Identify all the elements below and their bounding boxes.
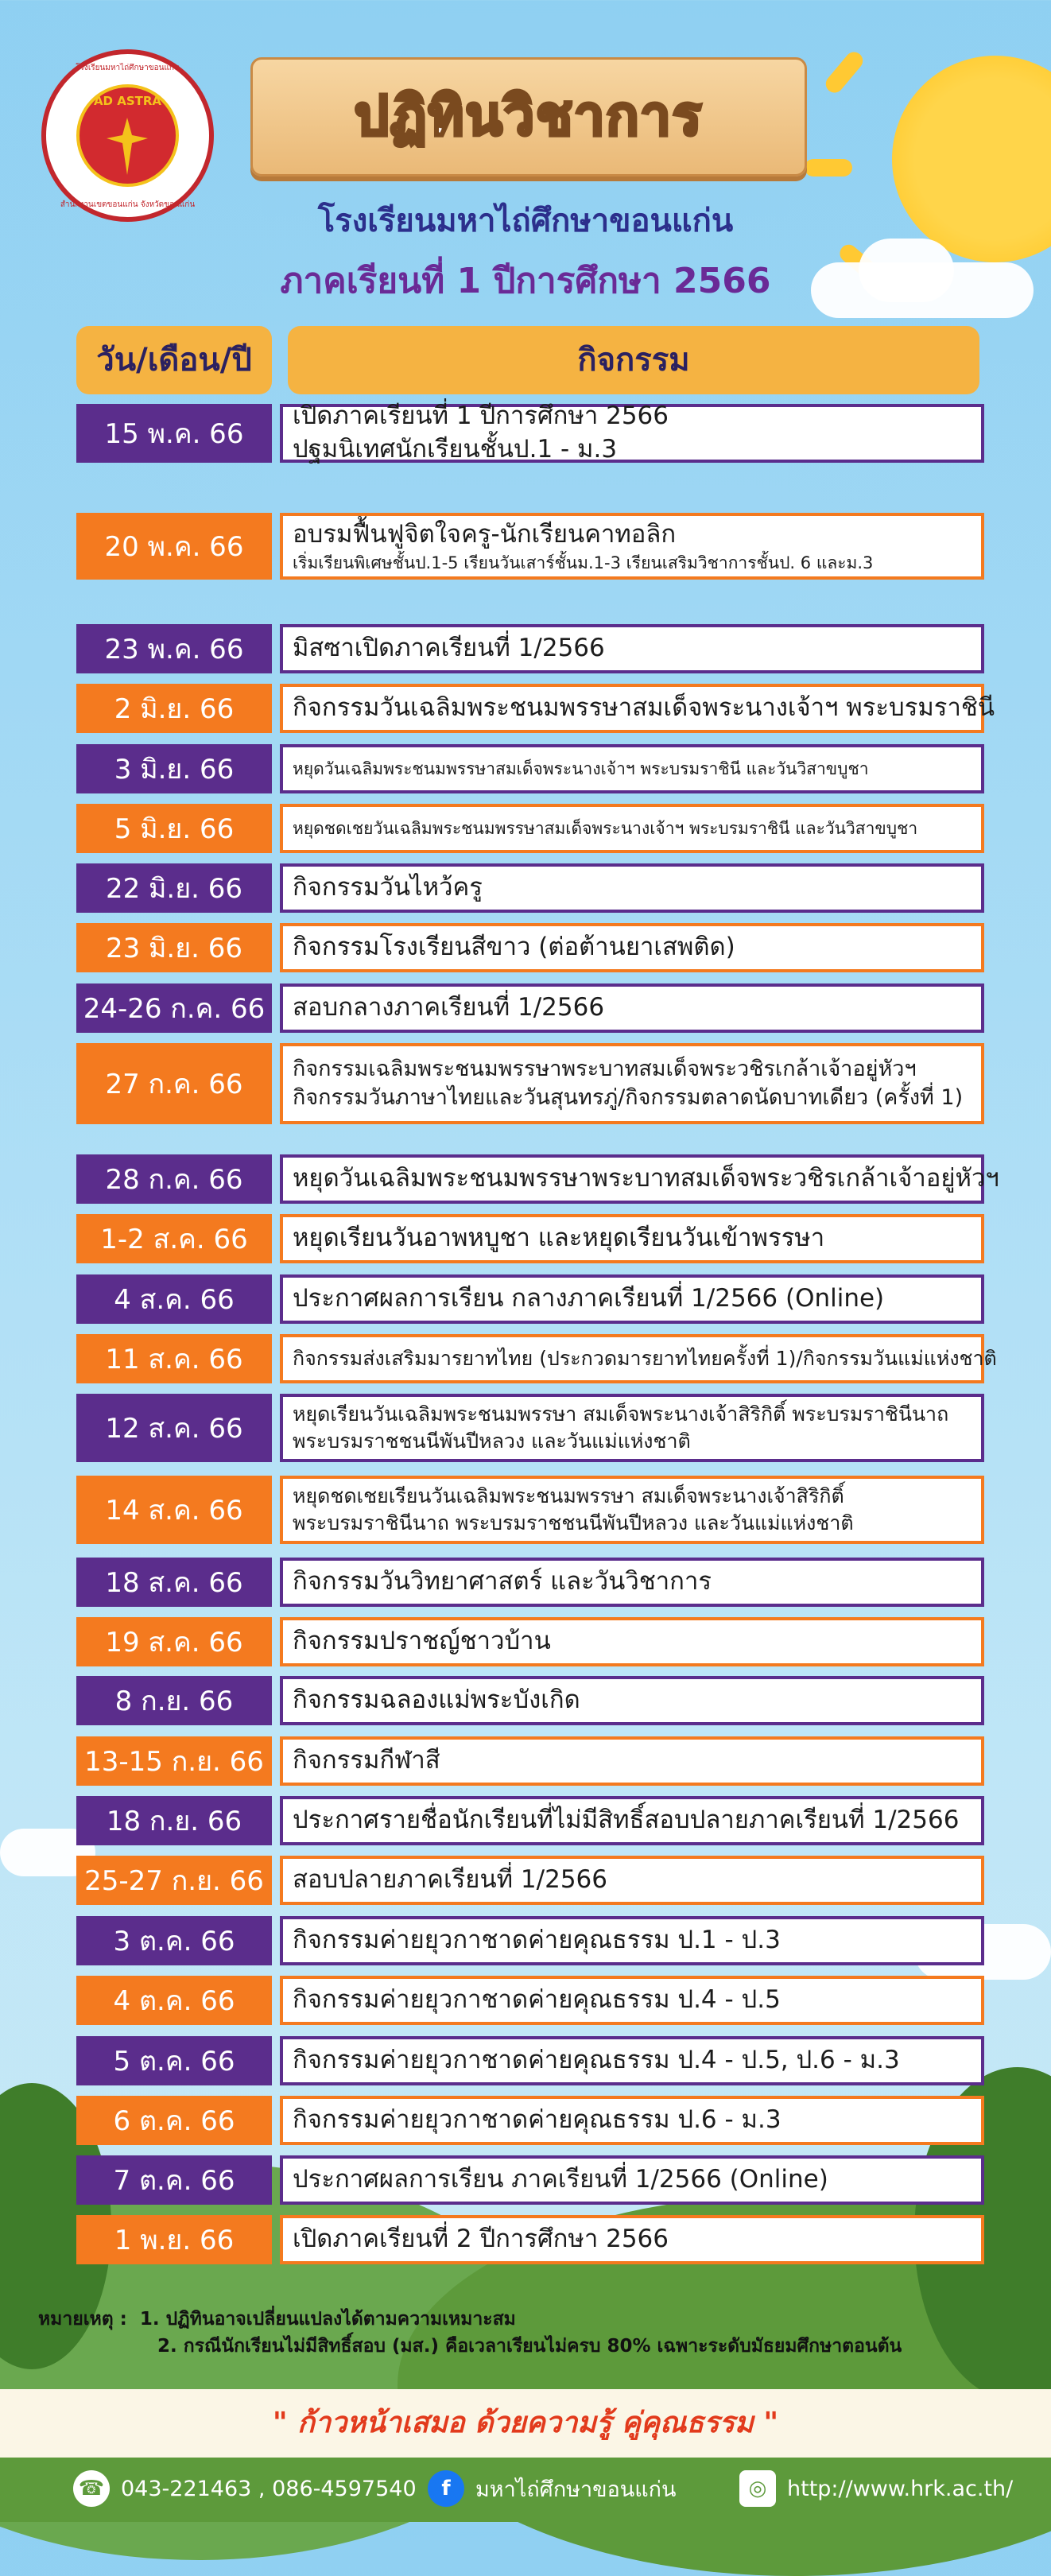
activity-line: กิจกรรมวันเฉลิมพระชนมพรรษาสมเด็จพระนางเจ้าฯ พระบรมราชินี: [293, 693, 995, 723]
footer-facebook[interactable]: [428, 2470, 676, 2507]
activity-line: เปิดภาคเรียนที่ 1 ปีการศึกษา 2566: [293, 402, 669, 431]
table-row: [76, 1476, 984, 1544]
row-date: 14 ส.ค. 66: [76, 1476, 272, 1544]
row-date: 6 ต.ค. 66: [76, 2096, 272, 2145]
row-date: 24-26 ก.ค. 66: [76, 983, 272, 1033]
table-row: [76, 1976, 984, 2025]
row-date: 1-2 ส.ค. 66: [76, 1214, 272, 1263]
row-date: 23 มิ.ย. 66: [76, 923, 272, 972]
row-date: 20 พ.ค. 66: [76, 513, 272, 580]
table-row: [76, 2096, 984, 2145]
row-activity: [280, 2155, 984, 2205]
row-date: 25-27 ก.ย. 66: [76, 1856, 272, 1905]
row-date: 3 ต.ค. 66: [76, 1916, 272, 1965]
row-activity: [280, 2036, 984, 2085]
phone-icon: ☎: [73, 2470, 110, 2507]
row-date: 11 ส.ค. 66: [76, 1334, 272, 1383]
row-activity: [280, 1617, 984, 1666]
page-title: ปฏิทินวิชาการ: [354, 85, 704, 148]
table-row: [76, 1043, 984, 1124]
note-item: 2. กรณีนักเรียนไม่มีสิทธิ์สอบ (มส.) คือเวลาเรียนไม่ครบ 80% เฉพาะระดับมัธยมศึกษาตอนต้น: [157, 2336, 902, 2357]
activity-line: พระบรมราชินีนาถ พระบรมราชชนนีพันปีหลวง และวันแม่แห่งชาติ: [293, 1511, 854, 1534]
table-row: [76, 804, 984, 853]
row-activity: [280, 1214, 984, 1263]
row-activity: [280, 923, 984, 972]
row-activity: [280, 1916, 984, 1965]
row-activity: [280, 1856, 984, 1905]
row-date: 5 ต.ค. 66: [76, 2036, 272, 2085]
table-row: [76, 1796, 984, 1845]
table-row: [76, 1856, 984, 1905]
row-date: 28 ก.ค. 66: [76, 1154, 272, 1204]
row-date: 4 ส.ค. 66: [76, 1274, 272, 1324]
row-date: 13-15 ก.ย. 66: [76, 1736, 272, 1786]
activity-line: หยุดวันเฉลิมพระชนมพรรษาสมเด็จพระนางเจ้าฯ พระบรมราชินี และวันวิสาขบูชา: [293, 758, 869, 778]
activity-line: กิจกรรมกีฬาสี: [293, 1746, 440, 1775]
title-board: [250, 57, 807, 177]
activity-line: หยุดเรียนวันเฉลิมพระชนมพรรษา สมเด็จพระนางเจ้าสิริกิติ์ พระบรมราชินีนาถ: [293, 1402, 949, 1426]
phone-text: 043-221463 , 086-4597540: [121, 2476, 417, 2501]
row-date: 19 ส.ค. 66: [76, 1617, 272, 1666]
activity-line: หยุดเรียนวันอาพหบูชา และหยุดเรียนวันเข้าพรรษา: [293, 1224, 825, 1253]
table-row: [76, 983, 984, 1033]
school-name: โรงเรียนมหาไถ่ศึกษาขอนแก่น: [317, 203, 734, 239]
activity-line: อบรมฟื้นฟูจิตใจครู-นักเรียนคาทอลิก: [293, 519, 677, 549]
activity-line: สอบปลายภาคเรียนที่ 1/2566: [293, 1865, 607, 1895]
table-row: [76, 1154, 999, 1204]
school-motto: " ก้าวหน้าเสมอ ด้วยความรู้ คู่คุณธรรม ": [272, 2407, 779, 2439]
row-activity: [280, 804, 984, 853]
activity-line: หยุดชดเชยวันเฉลิมพระชนมพรรษาสมเด็จพระนางเจ้าฯ พระบรมราชินี และวันวิสาขบูชา: [293, 818, 918, 838]
row-date: 15 พ.ค. 66: [76, 404, 272, 463]
table-row: [76, 684, 995, 733]
row-activity: [280, 2215, 984, 2264]
activity-line: ประกาศรายชื่อนักเรียนที่ไม่มีสิทธิ์สอบปลายภาคเรียนที่ 1/2566: [293, 1806, 960, 1835]
activity-line: สอบกลางภาคเรียนที่ 1/2566: [293, 993, 605, 1022]
cross-icon: [80, 111, 176, 183]
activity-line: ปฐมนิเทศนักเรียนชั้นป.1 - ม.3: [293, 435, 618, 464]
activity-column-header: กิจกรรม: [288, 326, 979, 394]
activity-line: เปิดภาคเรียนที่ 2 ปีการศึกษา 2566: [293, 2225, 669, 2254]
activity-line: กิจกรรมวันภาษาไทยและวันสุนทรภู่/กิจกรรมตลาดนัดบาทเดียว (ครั้งที่ 1): [293, 1085, 964, 1110]
activity-line: พระบรมราชชนนีพันปีหลวง และวันแม่แห่งชาติ: [293, 1430, 691, 1453]
website-text: http://www.hrk.ac.th/: [787, 2476, 1014, 2501]
row-date: 5 มิ.ย. 66: [76, 804, 272, 853]
footer: [0, 2458, 1051, 2522]
activity-line: เริ่มเรียนพิเศษชั้นป.1-5 เรียนวันเสาร์ชั้นม.1-3 เรียนเสริมวิชาการชั้นป. 6 และม.3: [293, 553, 874, 572]
table-row: [76, 1617, 984, 1666]
table-row: [76, 923, 984, 972]
activity-line: กิจกรรมค่ายยุวกาชาดค่ายคุณธรรม ป.4 - ป.5, ป.6 - ม.3: [293, 2046, 900, 2075]
activity-line: หยุดวันเฉลิมพระชนมพรรษาพระบาทสมเด็จพระวชิรเกล้าเจ้าอยู่หัวฯ: [293, 1164, 999, 1193]
table-row: [76, 1558, 984, 1607]
row-date: 18 ก.ย. 66: [76, 1796, 272, 1845]
table-row: [76, 1916, 984, 1965]
table-row: [76, 1676, 984, 1725]
row-activity: [280, 1558, 984, 1607]
activity-line: กิจกรรมเฉลิมพระชนมพรรษาพระบาทสมเด็จพระวชิรเกล้าเจ้าอยู่หัวฯ: [293, 1056, 917, 1081]
globe-icon: ◎: [739, 2470, 776, 2507]
row-activity: [280, 863, 984, 913]
table-row: [76, 1394, 984, 1462]
table-row: [76, 1214, 984, 1263]
row-date: 4 ต.ค. 66: [76, 1976, 272, 2025]
sun-ray-decoration: [805, 159, 852, 177]
activity-line: กิจกรรมค่ายยุวกาชาดค่ายคุณธรรม ป.4 - ป.5: [293, 1985, 781, 2015]
activity-line: กิจกรรมโรงเรียนสีขาว (ต่อต้านยาเสพติด): [293, 933, 735, 962]
row-activity: [280, 1394, 984, 1462]
table-row: [76, 2155, 984, 2205]
activity-line: หยุดชดเชยเรียนวันเฉลิมพระชนมพรรษา สมเด็จพระนางเจ้าสิริกิติ์: [293, 1484, 844, 1508]
row-activity: [280, 404, 984, 463]
row-activity: [280, 1476, 984, 1544]
activity-line: กิจกรรมวันวิทยาศาสตร์ และวันวิชาการ: [293, 1567, 712, 1596]
facebook-text: มหาไถ่ศึกษาขอนแก่น: [475, 2477, 677, 2502]
table-row: [76, 863, 984, 913]
row-date: 7 ต.ค. 66: [76, 2155, 272, 2205]
row-activity: [280, 1154, 999, 1204]
date-column-header: วัน/เดือน/ปี: [76, 326, 272, 394]
logo-emblem: [76, 84, 179, 187]
term-title: ภาคเรียนที่ 1 ปีการศึกษา 2566: [280, 261, 771, 301]
row-activity: [280, 1736, 984, 1786]
activity-line: มิสซาเปิดภาคเรียนที่ 1/2566: [293, 634, 605, 663]
activity-line: กิจกรรมส่งเสริมมารยาทไทย (ประกวดมารยาทไทยครั้งที่ 1)/กิจกรรมวันแม่แห่งชาติ: [293, 1347, 997, 1371]
row-activity: [280, 624, 984, 673]
table-row: [76, 404, 984, 463]
row-activity: [280, 744, 984, 793]
table-row: [76, 513, 984, 580]
notes-label: หมายเหตุ :: [38, 2309, 127, 2330]
row-activity: [280, 1043, 984, 1124]
table-row: [76, 2036, 984, 2085]
sun-ray-decoration: [822, 48, 866, 96]
row-activity: [280, 513, 984, 580]
facebook-icon: f: [428, 2470, 464, 2507]
table-row: [76, 1334, 997, 1383]
activity-line: กิจกรรมวันไหว้ครู: [293, 873, 483, 902]
row-activity: [280, 1334, 997, 1383]
table-row: [76, 2215, 984, 2264]
activity-line: ประกาศผลการเรียน ภาคเรียนที่ 1/2566 (Online): [293, 2165, 828, 2194]
table-row: [76, 744, 984, 793]
row-activity: [280, 1274, 984, 1324]
activity-line: กิจกรรมฉลองแม่พระบังเกิด: [293, 1686, 580, 1715]
table-row: [76, 1736, 984, 1786]
row-activity: [280, 1976, 984, 2025]
row-date: 8 ก.ย. 66: [76, 1676, 272, 1725]
row-activity: [280, 2096, 984, 2145]
row-activity: [280, 1676, 984, 1725]
logo-ring-top: โรงเรียนมหาไถ่ศึกษาขอนแก่น: [76, 64, 180, 72]
row-activity: [280, 1796, 984, 1845]
row-date: 23 พ.ค. 66: [76, 624, 272, 673]
row-date: 12 ส.ค. 66: [76, 1394, 272, 1462]
logo-ring-bottom: สำนักงานเขตขอนแก่น จังหวัดขอนแก่น: [60, 200, 196, 209]
row-date: 27 ก.ค. 66: [76, 1043, 272, 1124]
note-item: 1. ปฏิทินอาจเปลี่ยนแปลงได้ตามความเหมาะสม: [139, 2309, 516, 2330]
footer-website[interactable]: [739, 2470, 1013, 2507]
row-activity: [280, 684, 995, 733]
row-date: 22 มิ.ย. 66: [76, 863, 272, 913]
notes-section: [38, 2306, 902, 2360]
row-date: 18 ส.ค. 66: [76, 1558, 272, 1607]
activity-line: กิจกรรมปราชญ์ชาวบ้าน: [293, 1627, 551, 1656]
motto-bar: [0, 2389, 1051, 2458]
activity-line: กิจกรรมค่ายยุวกาชาดค่ายคุณธรรม ป.1 - ป.3: [293, 1926, 781, 1955]
row-date: 1 พ.ย. 66: [76, 2215, 272, 2264]
footer-phone: [73, 2470, 417, 2507]
logo-motto: AD ASTRA: [93, 94, 162, 108]
row-date: 3 มิ.ย. 66: [76, 744, 272, 793]
table-row: [76, 1274, 984, 1324]
row-activity: [280, 983, 984, 1033]
table-row: [76, 624, 984, 673]
row-date: 2 มิ.ย. 66: [76, 684, 272, 733]
activity-line: ประกาศผลการเรียน กลางภาคเรียนที่ 1/2566 (Online): [293, 1284, 885, 1313]
activity-line: กิจกรรมค่ายยุวกาชาดค่ายคุณธรรม ป.6 - ม.3: [293, 2105, 781, 2135]
